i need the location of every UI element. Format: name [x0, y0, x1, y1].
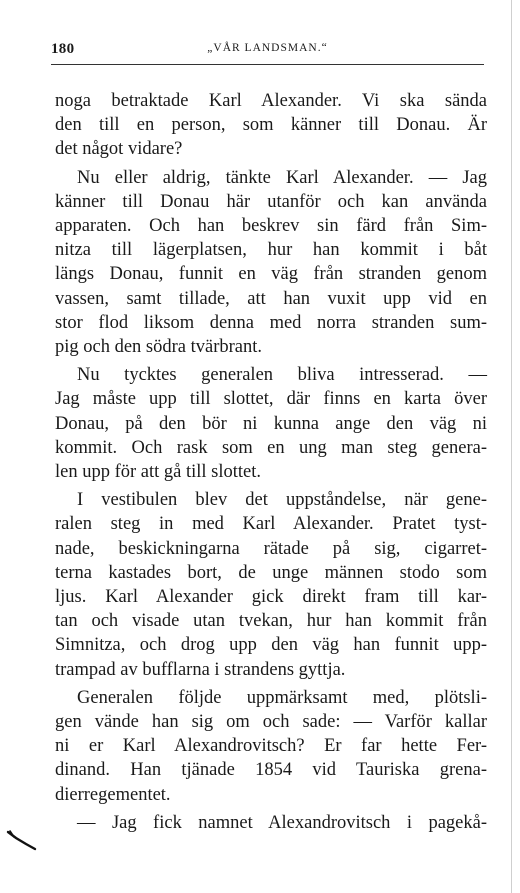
text-line: dinand. Han tjänade 1854 vid Tauriska grena-	[55, 760, 487, 781]
paragraph	[55, 686, 487, 807]
header-rule	[51, 64, 484, 65]
text-line: tan och visade utan tvekan, hur han kommit från	[55, 611, 487, 632]
text-line: Jag måste upp till slottet, där finns en karta över	[55, 389, 487, 410]
text-line: len upp för att gå till slottet.	[55, 462, 262, 483]
text-line: kommit. Och rask som en ung man steg genera-	[55, 437, 487, 458]
text-line: Nu tycktes generalen bliva intresserad. —	[77, 365, 487, 386]
text-line: I vestibulen blev det uppståndelse, när gene-	[77, 490, 487, 511]
paragraph	[55, 166, 487, 360]
text-line: pig och den södra tvärbrant.	[55, 337, 263, 358]
running-head: „VÅR LANDSMAN.“	[207, 42, 328, 54]
text-line: gen vände han sig om och sade: — Varför kallar	[55, 712, 487, 733]
text-line: nade, beskickningarna rätade på sig, cigarret-	[55, 538, 487, 559]
page-gutter-shadow	[511, 0, 512, 893]
text-line: Nu eller aldrig, tänkte Karl Alexander. — Jag	[77, 167, 487, 188]
text-line: Donau, på den bör ni kunna ange den väg ni	[55, 413, 487, 434]
text-line: apparaten. Och han beskrev sin färd från Sim-	[55, 216, 487, 237]
text-line: det något vidare?	[55, 139, 183, 160]
page-number: 180	[51, 41, 75, 57]
text-line: ljus. Karl Alexander gick direkt fram till kar-	[55, 587, 487, 608]
text-line: den till en person, som känner till Donau. Är	[55, 115, 487, 136]
text-line: ralen steg in med Karl Alexander. Pratet tyst-	[55, 514, 487, 535]
page-header	[51, 38, 484, 62]
text-line: Simnitza, och drog upp den väg han funnit upp-	[55, 635, 487, 656]
text-line: ni er Karl Alexandrovitsch? Er far hette Fer-	[55, 736, 487, 757]
margin-pencil-mark	[6, 828, 38, 852]
text-line: noga betraktade Karl Alexander. Vi ska sända	[55, 91, 487, 111]
text-line: nitza till lägerplatsen, hur han kommit i båt	[55, 240, 487, 261]
text-line: — Jag fick namnet Alexandrovitsch i pagekå-	[77, 812, 487, 833]
text-line: trampad av bufflarna i strandens gyttja.	[55, 659, 346, 680]
paragraph	[55, 89, 487, 162]
paragraph	[55, 811, 487, 835]
text-line: dierregementet.	[55, 784, 171, 805]
text-line: längs Donau, funnit en väg från stranden genom	[55, 264, 487, 285]
text-line: känner till Donau här utanför och kan använda	[55, 191, 487, 212]
text-line: vassen, samt tillade, att han vuxit upp vid en	[55, 288, 487, 309]
text-line: Generalen följde uppmärksamt med, plötsli-	[77, 687, 487, 708]
text-line: terna kastades bort, de unge männen stodo som	[55, 562, 487, 583]
paragraph	[55, 363, 487, 484]
body-text	[55, 89, 487, 839]
paragraph	[55, 488, 487, 682]
text-line: stor flod liksom denna med norra stranden sum-	[55, 312, 487, 333]
